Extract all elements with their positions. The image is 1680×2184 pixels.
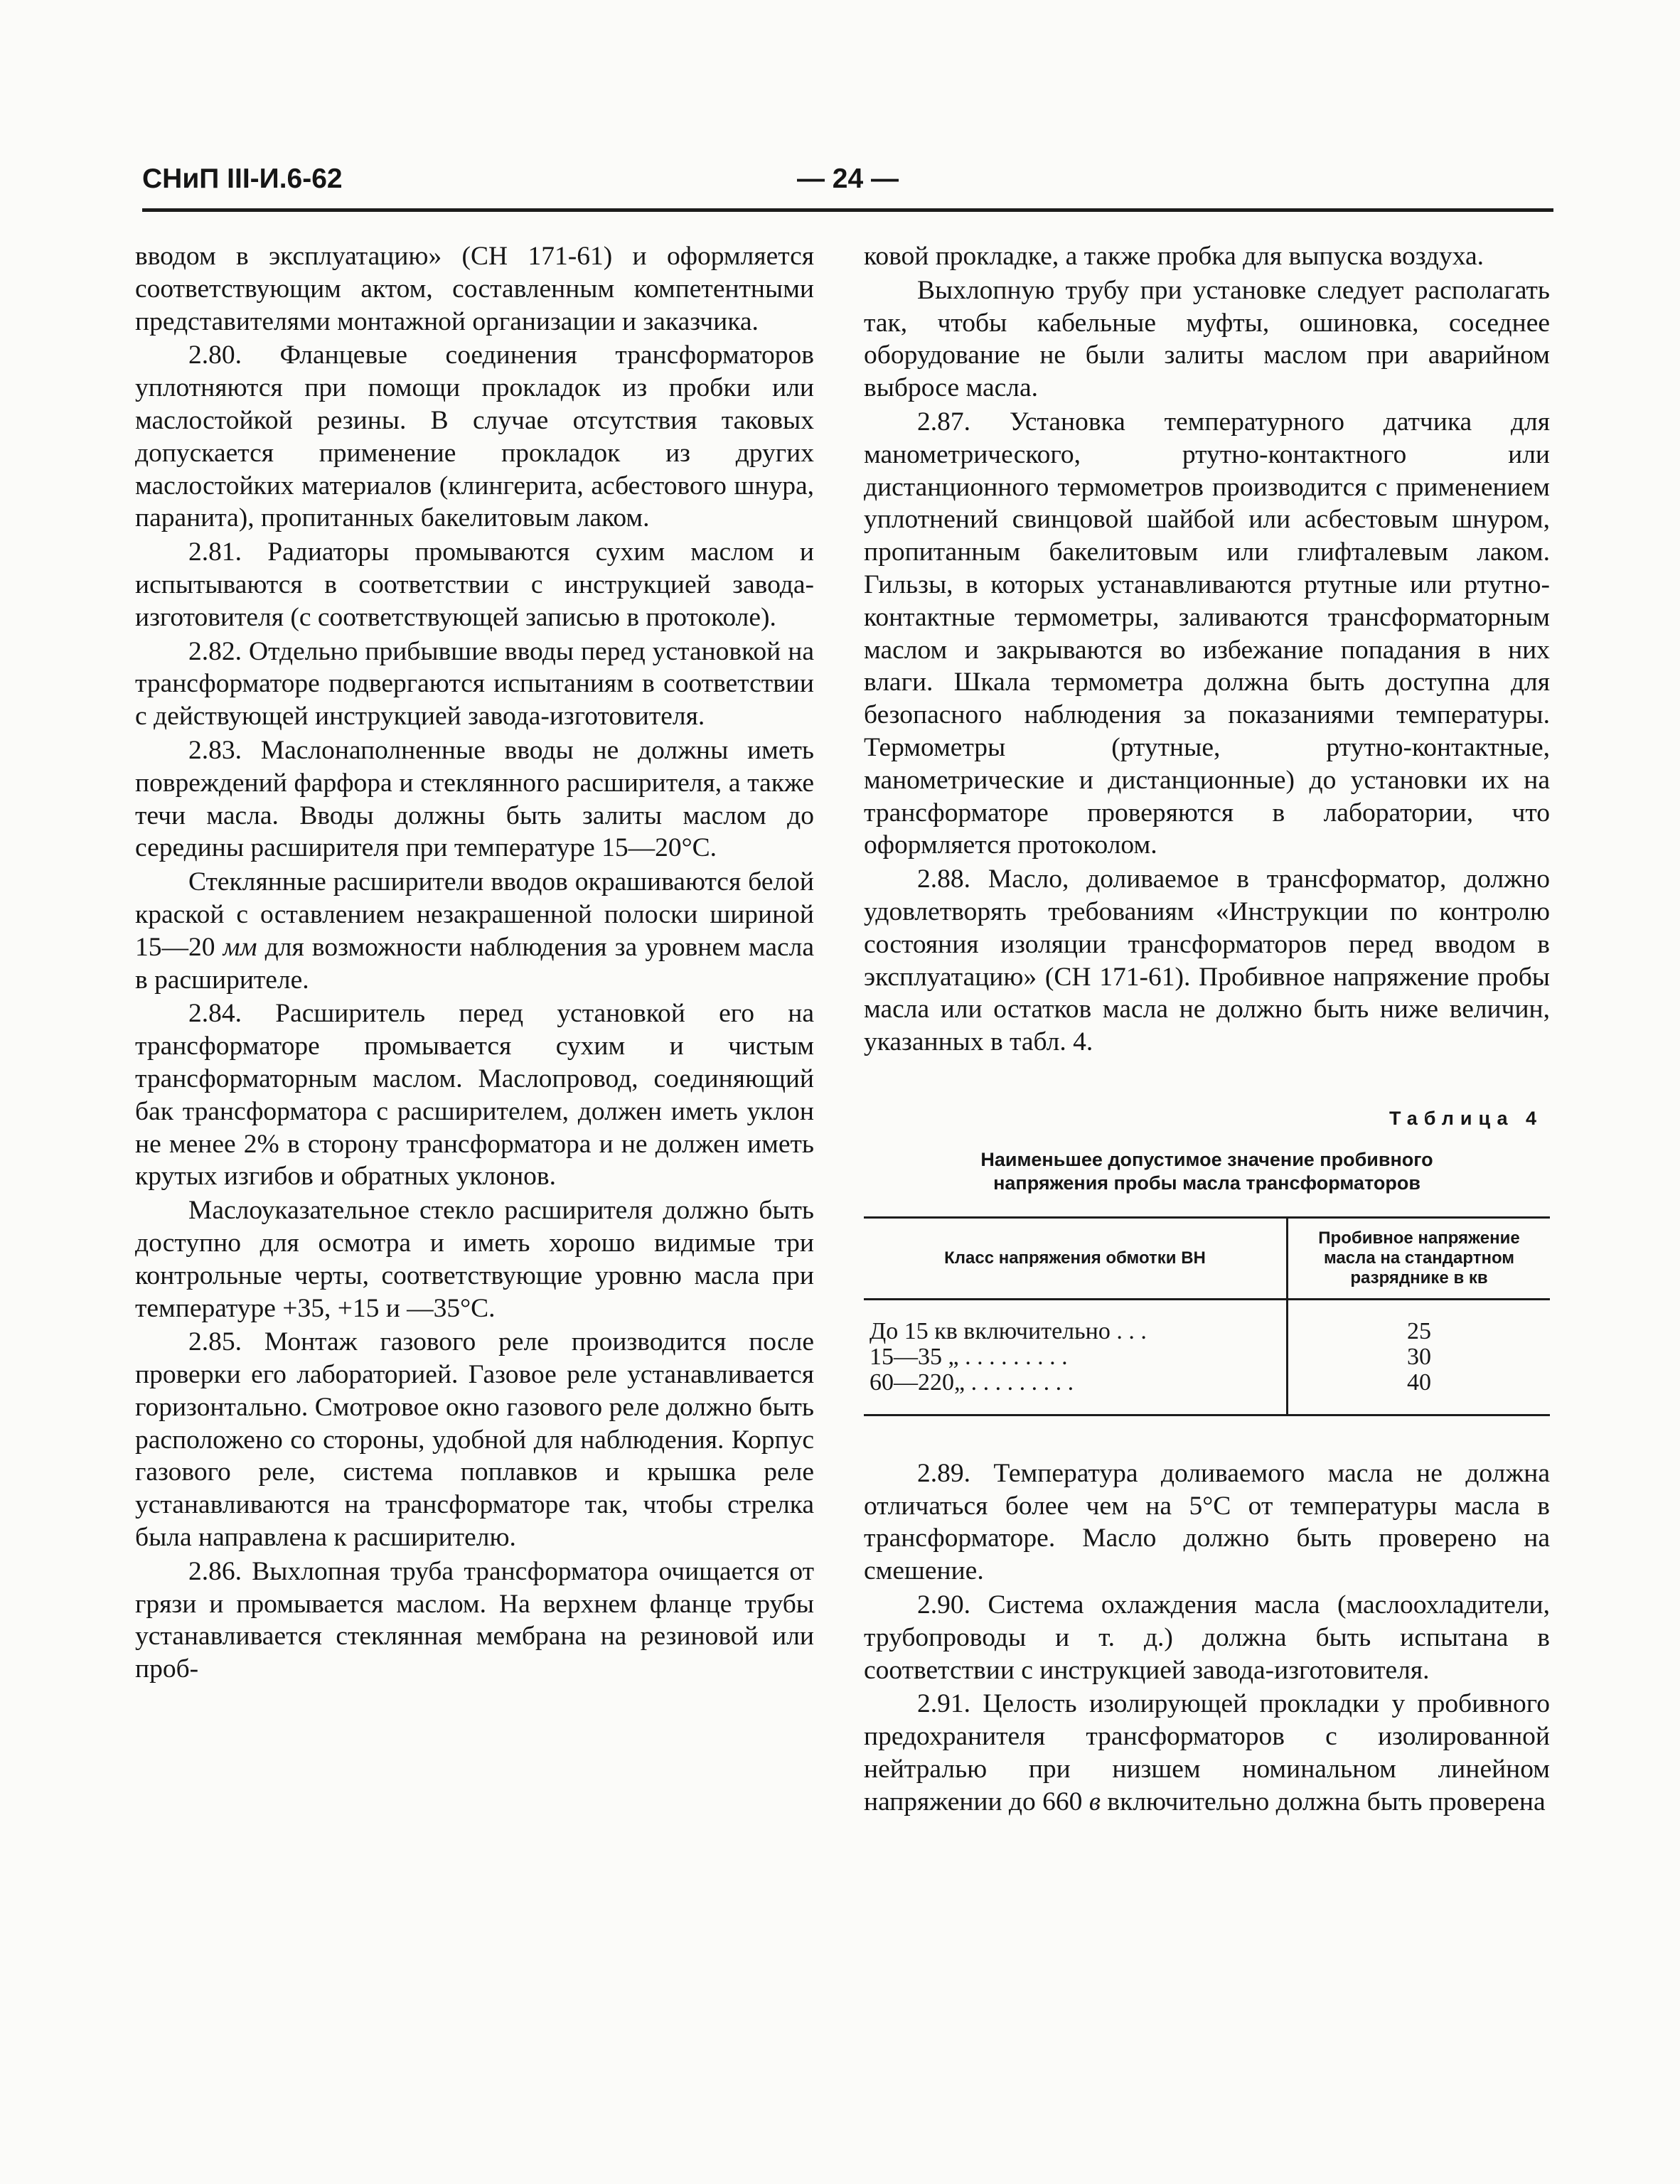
paragraph-2-81: 2.81. Радиаторы промываются сухим маслом и испытываются в соответствии с инструкцией завода-изготовителя (с соответствующей записью в протоколе). [135,537,814,632]
left-column [135,240,814,1686]
paragraph-2-83: 2.83. Маслонаполненные вводы не должны иметь повреждений фарфора и стеклянного расширителя, а также течи масла. Вводы должны быть залиты маслом до середины расширителя при температуре 15—20°С. [135,735,814,863]
table-row [864,1299,1550,1344]
table-row [864,1370,1550,1415]
data-table [864,1216,1550,1416]
paragraph-2-84: 2.84. Расширитель перед установкой его на трансформаторе промывается сухим и чистым трансформаторным маслом. Маслопровод, соединяющий бак трансформатора с расширителем, должен иметь уклон не менее 2% в сторону трансформатора и не должен иметь крутых изгибов и обратных уклонов. [135,999,814,1192]
paragraph-2-85: 2.85. Монтаж газового реле производится после проверки его лабораторией. Газовое реле устанавливается горизонтально. Смотровое окно газового реле должно быть расположено со стороны, удобной для наблюдения. Корпус газового реле, система поплавков и крышка реле устанавливаются на трансформаторе так, чтобы стрелка была направлена к расширителю. [135,1327,814,1553]
paragraph-2-90: 2.90. Система охлаждения масла (маслоохладители, трубопроводы и т. д.) должна быть испытана в соответствии с инструкцией завода-изготовителя. [864,1590,1550,1685]
table-title: Наименьшее допустимое значение пробивного напряжения пробы масла трансформаторов [980,1148,1433,1194]
column-header-voltage: Пробивное напряжение масла на стандартном разряднике в кв [1288,1217,1551,1299]
paragraph-2-80: 2.80. Фланцевые соединения трансформаторов уплотняются при помощи прокладок из пробки или маслостойкой резины. В случае отсутствия таковых допускается применение прокладок из других маслостойких материалов (клингерита, асбестового шнура, паранита), пропитанных бакелитовым лаком. [135,341,814,533]
after-table-text [864,1457,1550,1819]
table-row [864,1344,1550,1370]
page-header [142,164,1553,213]
breakdown-voltage-cell: 40 [1288,1370,1551,1415]
table-4 [864,1103,1550,1416]
column-header-class: Класс напряжения обмотки ВН [864,1217,1288,1299]
breakdown-voltage-cell: 30 [1288,1344,1551,1370]
paragraph: Стеклянные расширители вводов окрашиваются белой краской с оставлением незакрашенной полоски шириной 15—20 мм для возможности наблюдения за уровнем масла в расширителе. [135,867,815,995]
paragraph-2-82: 2.82. Отдельно прибывшие вводы перед установкой на трансформаторе подвергаются испытаниям в соответствии с действующей инструкцией завода-изготовителя. [135,636,814,732]
document-code: СНиП III-И.6-62 [142,164,343,194]
paragraph: Выхлопную трубу при установке следует располагать так, чтобы кабельные муфты, ошиновка, соседнее оборудование не были залиты маслом при аварийном выбросе масла. [864,275,1550,403]
paragraph: вводом в эксплуатацию» (СН 171-61) и оформляется соответствующим актом, составленным компетентными представителями монтажной организации и заказчика. [135,242,814,336]
breakdown-voltage-cell: 25 [1288,1299,1551,1344]
paragraph: Маслоуказательное стекло расширителя должно быть доступно для осмотра и иметь хорошо видимые три контрольные черты, соответствующие уровню масла при температуре +35, +15 и —35°С. [135,1196,814,1323]
page-number: — 24 — [796,164,899,194]
table-label: Таблица 4 [1389,1107,1543,1129]
right-column [864,240,1550,1818]
voltage-class-cell: 15—35 „ . . . . . . . . . [870,1343,1068,1370]
paragraph: ковой прокладке, а также пробка для выпуска воздуха. [864,242,1484,271]
voltage-class-cell: 60—220„ . . . . . . . . . [864,1370,1288,1415]
header-rule [142,208,1553,212]
paragraph-2-89: 2.89. Температура доливаемого масла не должна отличаться более чем на 5°С от температуры масла в трансформаторе. Масло должно быть проверено на смешение. [864,1458,1550,1586]
paragraph-2-86: 2.86. Выхлопная труба трансформатора очищается от грязи и промывается маслом. На верхнем фланце трубы устанавливается стеклянная мембрана на резиновой или проб- [135,1556,814,1684]
voltage-class-cell: До 15 кв включительно . . . [870,1317,1147,1344]
paragraph-2-87: 2.87. Установка температурного датчика для манометрического, ртутно-контактного или дистанционного термометров производится с применением уплотнений свинцовой шайбой или асбестовым шнуром, пропитанным бакелитовым или глифталевым лаком. Гильзы, в которых устанавливаются ртутные или ртутно-контактные термометры, заливаются трансформаторным маслом и закрываются во избежание попадания в них влаги. Шкала термометра должна быть доступна для безопасного наблюдения за показаниями температуры. Термометры (ртутные, ртутно-контактные, манометрические и дистанционные) до установки их на трансформаторе проверяются в лаборатории, что оформляется протоколом. [864,407,1550,860]
paragraph-2-88: 2.88. Масло, доливаемое в трансформатор, должно удовлетворять требованиям «Инструкции по контролю состояния изоляции трансформаторов перед вводом в эксплуатацию» (СН 171-61). Пробивное напряжение пробы масла или остатков масла не должно быть ниже величин, указанных в табл. 4. [864,864,1550,1057]
paragraph-2-91: 2.91. Целость изолирующей прокладки у пробивного предохранителя трансформаторов с изолированной нейтралью при низшем номинальном линейном напряжении до 660 в включительно должна быть проверена [864,1689,1550,1816]
